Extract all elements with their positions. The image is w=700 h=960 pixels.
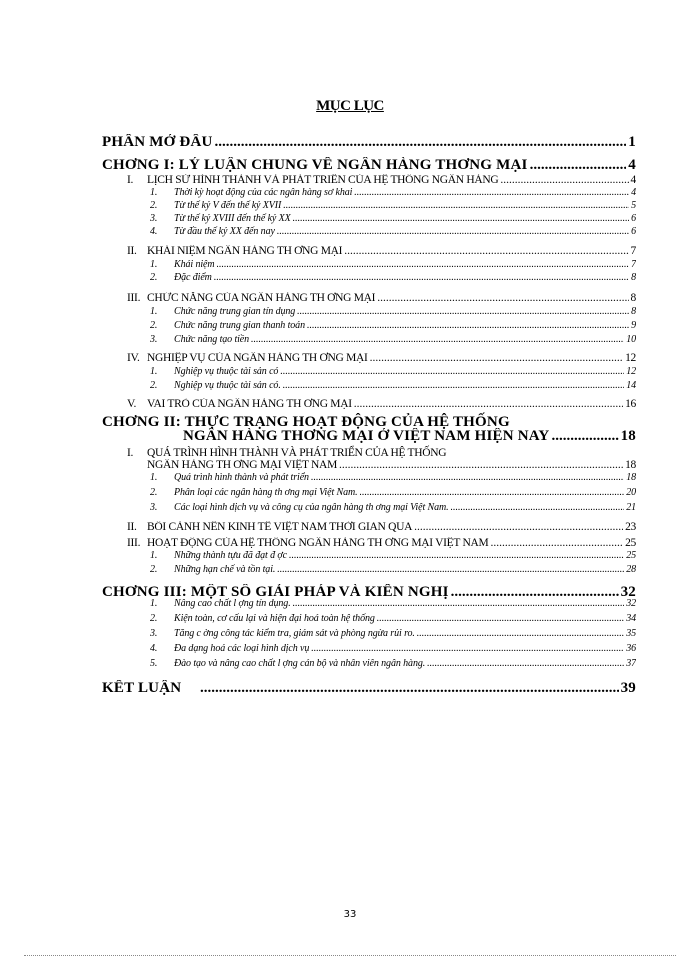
toc-subitem[interactable] [150, 200, 636, 212]
toc-page: 18 [626, 472, 636, 483]
leader-dots [311, 472, 624, 484]
toc-page: 37 [626, 658, 636, 669]
toc-label: NGHIỆP VỤ CỦA NGÂN HÀNG TH ƠNG MẠI [147, 352, 368, 364]
toc-page: 14 [626, 380, 636, 391]
leader-dots [344, 245, 628, 258]
item-number: 1. [150, 259, 158, 270]
toc-subitem[interactable] [150, 658, 636, 670]
leader-dots [251, 334, 624, 346]
leader-dots [283, 380, 624, 392]
toc-entry-chapter-2[interactable] [183, 428, 636, 445]
toc-page: 12 [626, 366, 636, 377]
leader-dots [551, 428, 618, 445]
toc-subitem[interactable] [150, 259, 636, 271]
toc-page: 10 [626, 334, 636, 345]
toc-page: 34 [626, 613, 636, 624]
item-number: 1. [150, 306, 158, 317]
item-number: 1. [150, 366, 158, 377]
section-numeral: II. [127, 521, 137, 533]
toc-page: 8 [631, 306, 636, 317]
toc-page: 5 [631, 200, 636, 211]
toc-page: 4 [628, 157, 636, 173]
leader-dots [277, 226, 629, 238]
toc-page: 6 [631, 213, 636, 224]
toc-label: Thời kỳ hoạt động của các ngân hàng sơ khai [174, 187, 353, 198]
toc-label: CHƠNG III: MỘT SỐ GIẢI PHÁP VÀ KIẾN NGHỊ [102, 584, 449, 600]
item-number: 3. [150, 213, 158, 224]
toc-label: KHÁI NIỆM NGÂN HÀNG TH ƠNG MẠI [147, 245, 343, 257]
toc-chapter-2-line1[interactable]: CHƠNG II: THỰC TRẠNG HOẠT ĐỘNG CỦA HỆ THỐNG [102, 414, 510, 430]
item-number: 3. [150, 502, 158, 513]
section-numeral: III. [127, 537, 141, 549]
leader-dots [360, 487, 625, 499]
leader-dots [414, 521, 623, 534]
toc-page: 7 [630, 245, 636, 257]
leader-dots [311, 643, 624, 655]
toc-section-2-3[interactable] [127, 537, 636, 550]
toc-page: 7 [631, 259, 636, 270]
toc-subitem[interactable] [150, 643, 636, 655]
toc-label: Nghiệp vụ thuộc tài sản có. [174, 380, 281, 391]
toc-subitem[interactable] [150, 213, 636, 225]
toc-subitem[interactable] [150, 628, 636, 640]
toc-entry-chapter-1[interactable] [102, 157, 636, 174]
item-number: 2. [150, 564, 158, 575]
toc-page: 21 [626, 502, 636, 513]
toc-label: VAI TRÒ CỦA NGÂN HÀNG TH ƠNG MẠI [147, 398, 352, 410]
toc-label: BỐI CẢNH NỀN KINH TẾ VIỆT NAM THỜI GIAN QUA [147, 521, 413, 533]
toc-page: 36 [626, 643, 636, 654]
leader-dots [283, 200, 629, 212]
toc-label: Quá trình hình thành và phát triển [174, 472, 309, 483]
toc-page: 20 [626, 487, 636, 498]
toc-label: Tăng c ờng công tác kiểm tra, giám sát và phòng ngừa rủi ro. [174, 628, 415, 639]
toc-page: 12 [625, 352, 636, 364]
toc-subitem[interactable] [150, 564, 636, 576]
toc-label: CHƠNG I: LÝ LUẬN CHUNG VỀ NGÂN HÀNG THƠNG MẠI [102, 157, 528, 173]
item-number: 1. [150, 187, 158, 198]
leader-dots [377, 613, 624, 625]
toc-label: NGÂN HÀNG TH ƠNG MẠI VIỆT NAM [147, 459, 337, 471]
item-number: 2. [150, 272, 158, 283]
toc-page: 8 [630, 292, 636, 304]
toc-section-1-4[interactable] [127, 352, 636, 365]
item-number: 2. [150, 487, 158, 498]
toc-subitem[interactable] [150, 226, 636, 238]
toc-entry-intro[interactable] [102, 134, 636, 151]
toc-label: Chức năng trung gian tín dụng [174, 306, 296, 317]
section-numeral: V. [127, 398, 137, 410]
toc-page: 6 [631, 226, 636, 237]
toc-subitem[interactable] [150, 320, 636, 332]
toc-page: 18 [625, 459, 636, 471]
toc-label: Các loại hình dịch vụ và công cụ của ngân hàng th ơng mại Việt Nam. [174, 502, 449, 513]
toc-label: CHỨC NĂNG CỦA NGÂN HÀNG TH ƠNG MẠI [147, 292, 376, 304]
toc-entry-conclusion[interactable] [102, 680, 636, 697]
item-number: 3. [150, 628, 158, 639]
leader-dots [280, 366, 624, 378]
toc-page: 32 [626, 598, 636, 609]
leader-dots [530, 157, 627, 174]
toc-section-2-1[interactable] [147, 459, 636, 472]
section-numeral: II. [127, 245, 137, 257]
section-numeral: IV. [127, 352, 140, 364]
leader-dots [377, 292, 628, 305]
toc-label: Những hạn chế và tồn tại. [174, 564, 276, 575]
toc-label: Chức năng tạo tiền [174, 334, 250, 345]
toc-subitem[interactable] [150, 366, 636, 378]
toc-subitem[interactable] [150, 487, 636, 499]
toc-subitem[interactable] [150, 550, 636, 562]
toc-label: Phân loại các ngân hàng th ơng mại Việt Nam. [174, 487, 358, 498]
item-number: 4. [150, 643, 158, 654]
item-number: 3. [150, 334, 158, 345]
toc-label: Những thành tựu đã đạt đ ợc [174, 550, 287, 561]
leader-dots [370, 352, 624, 365]
item-number: 4. [150, 226, 158, 237]
leader-dots [289, 550, 624, 562]
toc-page: 28 [626, 564, 636, 575]
toc-section-2-2[interactable] [127, 521, 636, 534]
toc-subitem[interactable] [150, 187, 636, 199]
item-number: 2. [150, 200, 158, 211]
toc-subitem[interactable] [150, 380, 636, 392]
leader-dots [293, 598, 625, 610]
toc-page: 35 [626, 628, 636, 639]
section-numeral: III. [127, 292, 141, 304]
toc-label: Kiện toàn, cơ cấu lại và hiện đại hoá toàn hệ thống [174, 613, 375, 624]
toc-page: 4 [630, 174, 636, 186]
toc-label: NGÂN HÀNG THƠNG MẠI Ở VIỆT NAM HIỆN NAY [183, 428, 550, 444]
toc-section-1-5[interactable] [127, 398, 636, 411]
toc-page: 25 [626, 550, 636, 561]
item-number: 2. [150, 320, 158, 331]
toc-subitem[interactable] [150, 598, 636, 610]
toc-page: 8 [631, 272, 636, 283]
toc-label: Chức năng trung gian thanh toán [174, 320, 305, 331]
leader-dots [293, 213, 629, 225]
item-number: 1. [150, 598, 158, 609]
toc-section-1-1[interactable] [127, 174, 636, 187]
toc-subitem[interactable] [150, 613, 636, 625]
toc-section-1-2[interactable] [127, 245, 636, 258]
item-number: 1. [150, 550, 158, 561]
toc-subitem[interactable] [150, 472, 636, 484]
leader-dots [354, 187, 629, 199]
leader-dots [354, 398, 623, 411]
leader-dots [277, 564, 624, 576]
toc-label: Đào tạo và nâng cao chất l ợng cán bộ và nhân viên ngân hàng. [174, 658, 426, 669]
page-title: MỤC LỤC [316, 98, 384, 114]
toc-page: 18 [620, 428, 636, 444]
toc-label: Từ thế kỷ V đến thế kỷ XVII [174, 200, 282, 211]
section-numeral: I. [127, 174, 134, 186]
item-number: 2. [150, 613, 158, 624]
toc-page: 16 [625, 398, 636, 410]
toc-label: Đa dạng hoá các loại hình dịch vụ [174, 643, 310, 654]
leader-dots [339, 459, 623, 472]
leader-dots [451, 502, 625, 514]
toc-subitem[interactable] [150, 306, 636, 318]
section-numeral: I. [127, 447, 134, 459]
toc-page: 9 [631, 320, 636, 331]
toc-subitem[interactable] [150, 272, 636, 284]
item-number: 5. [150, 658, 158, 669]
leader-dots [307, 320, 629, 332]
leader-dots [297, 306, 629, 318]
leader-dots [214, 272, 629, 284]
toc-label: LỊCH SỬ HÌNH THÀNH VÀ PHÁT TRIỂN CỦA HỆ THỐNG NGÂN HÀNG [147, 174, 499, 186]
page-bottom-border [24, 955, 676, 956]
toc-label: PHẦN MỞ ĐẦU [102, 134, 213, 150]
toc-page: 23 [625, 521, 636, 533]
toc-label: Khái niệm [174, 259, 215, 270]
leader-dots [427, 658, 624, 670]
toc-page: 1 [628, 134, 636, 150]
leader-dots [490, 537, 623, 550]
toc-label: Từ đầu thế kỷ XX đến nay [174, 226, 275, 237]
leader-dots [500, 174, 628, 187]
toc-label: Nâng cao chất l ợng tín dụng. [174, 598, 291, 609]
toc-section-1-3[interactable] [127, 292, 636, 305]
leader-dots [217, 259, 630, 271]
item-number: 2. [150, 380, 158, 391]
toc-label: Nghiệp vụ thuộc tài sản có [174, 366, 279, 377]
toc-subitem[interactable] [150, 502, 636, 514]
toc-page: 25 [625, 537, 636, 549]
toc-subitem[interactable] [150, 334, 636, 346]
toc-label: QUÁ TRÌNH HÌNH THÀNH VÀ PHÁT TRIỂN CỦA HỆ THỐNG [147, 447, 447, 459]
item-number: 1. [150, 472, 158, 483]
leader-dots [417, 628, 624, 640]
page-number: 33 [343, 909, 357, 920]
toc-label: HOẠT ĐỘNG CỦA HỆ THỐNG NGÂN HÀNG TH ƠNG MẠI VIỆT NAM [147, 537, 489, 549]
toc-label: KẾT LUẬN [102, 680, 182, 696]
leader-dots [200, 680, 619, 697]
leader-dots [215, 134, 627, 151]
toc-label: Từ thế kỷ XVIII đến thế kỷ XX [174, 213, 291, 224]
toc-page: 39 [620, 680, 636, 696]
toc-page: 4 [631, 187, 636, 198]
toc-label: Đặc điểm [174, 272, 212, 283]
toc-page: 32 [620, 584, 636, 600]
